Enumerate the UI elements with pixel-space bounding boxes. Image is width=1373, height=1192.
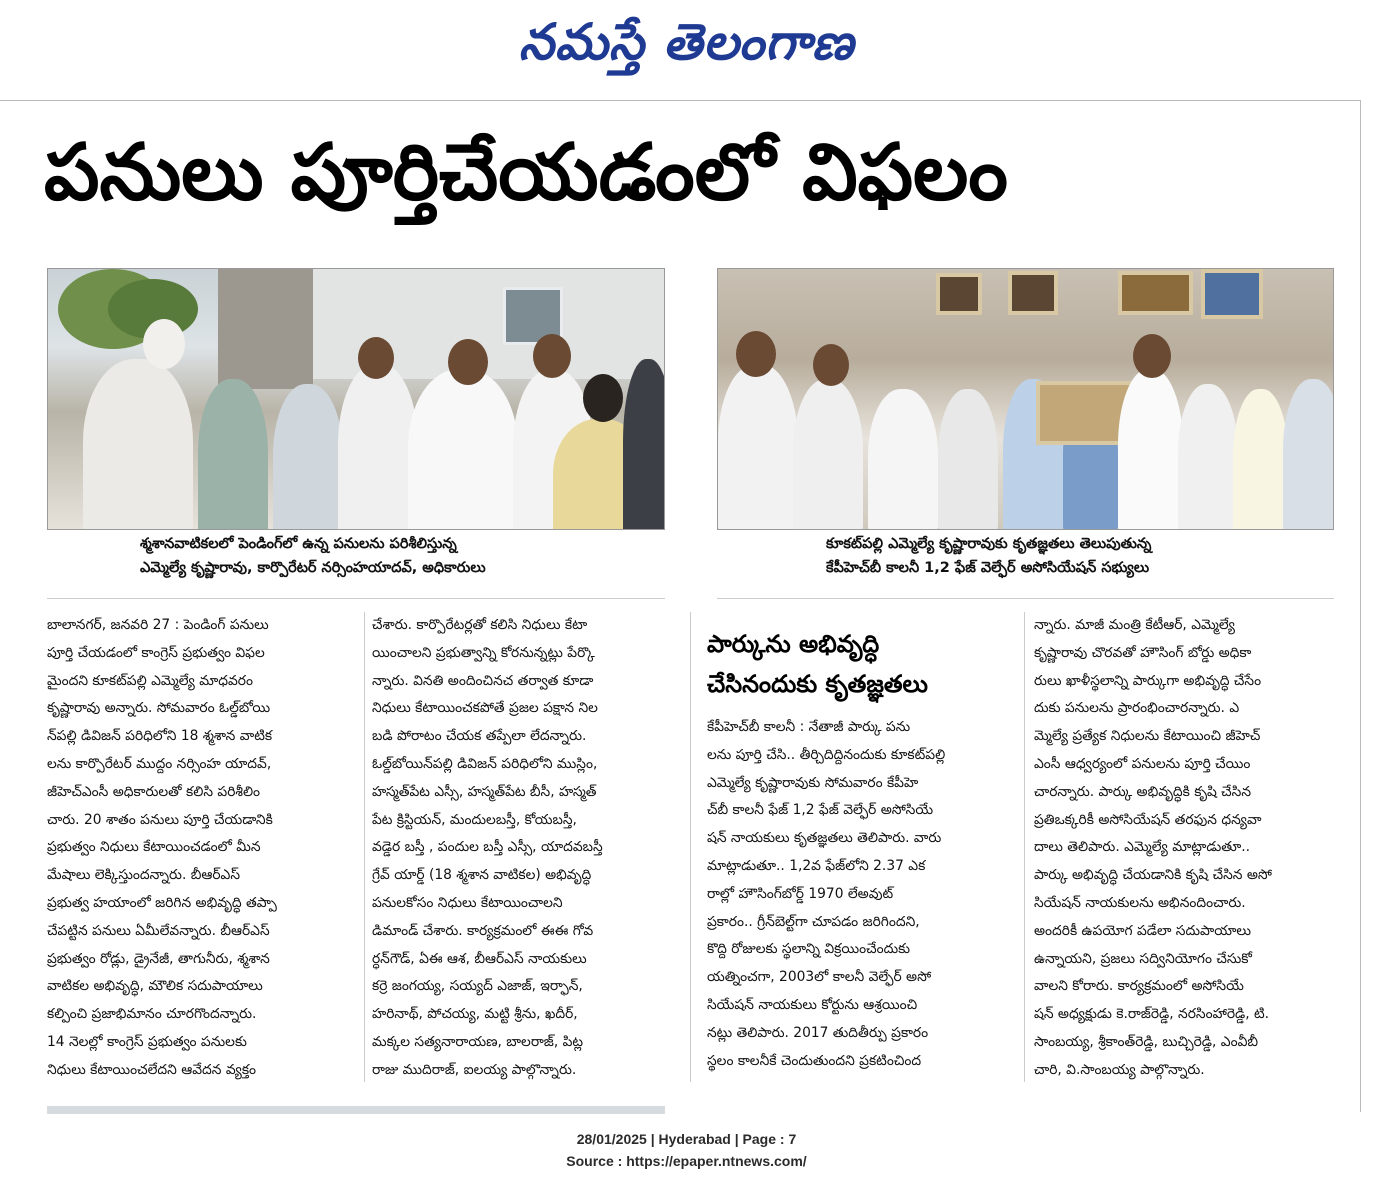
caption-line: కేపీహెచ్‌బీ కాలనీ 1,2 ఫేజ్ వెల్ఫేర్ అసోసియేషన్ సభ్యులు — [826, 560, 1150, 576]
caption-line: శ్మశానవాటికలలో పెండింగ్‌లో ఉన్న పనులను పరిశీలిస్తున్న — [140, 536, 457, 552]
divider — [47, 598, 665, 599]
text-line: ప్రకారం.. గ్రీన్‌బెల్ట్‌గా చూపడం జరిగిందని, — [707, 913, 920, 930]
text-line: ఓల్డ్‌బోయిన్‌పల్లి డివిజన్ పరిధిలోని ముస్లిం, — [372, 755, 598, 772]
subhead-line: చేసినందుకు కృతజ్ఞతలు — [707, 670, 928, 698]
top-rule — [0, 100, 1360, 101]
text-line: పూర్తి చేయడంలో కాంగ్రెస్ ప్రభుత్వం విఫల — [47, 644, 265, 661]
text-line: మైందని కూకట్‌పల్లి ఎమ్మెల్యే మాధవరం — [47, 672, 253, 689]
text-line: వాటికల అభివృద్ధి, మౌలిక సదుపాయాలు — [47, 978, 263, 995]
text-line: ఉన్నాయని, ప్రజలు సద్వినియోగం చేసుకో — [1034, 950, 1252, 967]
text-line: మాట్లాడుతూ.. 1,2వ ఫేజ్‌లోని 2.37 ఎక — [707, 857, 926, 874]
text-line: దాలు తెలిపారు. ఎమ్మెల్యే మాట్లాడుతూ.. — [1034, 839, 1251, 856]
headline: పనులు పూర్తిచేయడంలో విఫలం — [44, 128, 1008, 218]
text-line: నిధులు కేటాయించలేదని ఆవేదన వ్యక్తం — [47, 1061, 257, 1078]
caption-line: ఎమ్మెల్యే కృష్ణారావు, కార్పొరేటర్ నర్సింహయాదవ్, అధికారులు — [140, 560, 486, 576]
text-line: లను కార్పొరేటర్ ముద్దం నర్సింహ యాదవ్, — [47, 755, 272, 772]
footer-source: Source : https://epaper.ntnews.com/ — [566, 1153, 807, 1169]
subhead-line: పార్కును అభివృద్ధి — [707, 630, 880, 658]
article1-column1 — [47, 612, 357, 1085]
text-line: రాల్లో హౌసింగ్‌బోర్డ్ 1970 లేఅవుట్ — [707, 885, 894, 902]
masthead-logo: నమస్తే తెలంగాణ — [518, 12, 855, 71]
text-line: వాలని కోరారు. కార్యక్రమంలో అసోసియే — [1034, 978, 1244, 995]
text-line: యించాలని ప్రభుత్వాన్ని కోరనున్నట్లు పేర్కొ — [372, 644, 595, 661]
photo-right-caption — [826, 532, 1326, 580]
text-line: మేషాలు లెక్కిస్తుందన్నారు. బీఆర్‌ఎస్ — [47, 867, 241, 884]
text-line: న్‌పల్లి డివిజన్ పరిధిలోని 18 శ్మశాన వాటిక — [47, 728, 273, 745]
text-line: ప్రభుత్వం రోడ్లు, డ్రైనేజీ, తాగునీరు, శ్మశాన — [47, 950, 270, 967]
text-line: షన్ నాయకులు కృతజ్ఞతలు తెలిపారు. వారు — [707, 830, 942, 847]
text-line: రులు ఖాళీస్థలాన్ని పార్కుగా అభివృద్ధి చేసేం — [1034, 672, 1262, 689]
text-line: ప్రభుత్వ హయాంలో జరిగిన అభివృద్ధి తప్పా — [47, 894, 277, 911]
text-line: గ్రేవ్ యార్డ్ (18 శ్మశాన వాటికల) అభివృద్ధి — [372, 867, 592, 884]
text-line: హరినాథ్, పోచయ్య, మట్టి శ్రీను, ఖదీర్, — [372, 1006, 578, 1023]
text-line: స్థలం కాలనీకే చెందుతుందని ప్రకటించింద — [707, 1052, 922, 1069]
text-line: చారన్నారు. పార్కు అభివృద్ధికి కృషి చేసిన — [1034, 783, 1252, 800]
column-rule — [1024, 612, 1025, 1082]
photo-right — [717, 268, 1334, 530]
text-line: ర్ధన్‌గౌడ్, ఏఈ ఆశ, బీఆర్‌ఎస్ నాయకులు — [372, 950, 587, 967]
text-line: 14 నెలల్లో కాంగ్రెస్ ప్రభుత్వం పనులకు — [47, 1033, 247, 1050]
text-line: ఎంసీ ఆధ్వర్యంలో పనులను పూర్తి చేయిం — [1034, 755, 1251, 772]
column-rule — [690, 612, 691, 1082]
text-line: దుకు పనులను ప్రారంభించారన్నారు. ఎ — [1034, 700, 1240, 717]
text-line: కృష్ణారావు అన్నారు. సోమవారం ఓల్డ్‌బోయి — [47, 700, 271, 717]
article1-column2 — [372, 612, 672, 1085]
text-line: కొద్ది రోజులకు స్థలాన్ని విక్రయించేందుకు — [707, 941, 911, 958]
text-line: కృష్ణారావు చొరవతో హౌసింగ్ బోర్డు అధికా — [1034, 644, 1252, 661]
photo-left-caption — [140, 532, 640, 580]
text-line: రాజు ముదిరాజ్, ఐలయ్య పాల్గొన్నారు. — [372, 1061, 577, 1078]
text-line: బాలానగర్, జనవరి 27 : పెండింగ్ పనులు — [47, 617, 269, 633]
text-line: పేట క్రిస్టియన్, మందులబస్తీ, కోయబస్తీ, — [372, 811, 577, 828]
text-line: లను పూర్తి చేసి.. తీర్చిదిద్దినందుకు కూకట్‌పల్లి — [707, 746, 946, 763]
text-line: చారు. 20 శాతం పనులు పూర్తి చేయడానికి — [47, 811, 273, 828]
right-rule — [1360, 100, 1361, 1112]
text-line: సియేషన్ నాయకులను అభినందించారు. — [1034, 894, 1246, 911]
text-line: సాంబయ్య, శ్రీకాంత్‌రెడ్డి, బుచ్చిరెడ్డి, ఎంవీబీ — [1034, 1033, 1259, 1050]
text-line: న్నారు. వినతి అందించినచ తర్వాత కూడా — [372, 672, 594, 689]
caption-line: కూకట్‌పల్లి ఎమ్మెల్యే కృష్ణారావుకు కృతజ్ఞతలు తెలుపుతున్న — [826, 536, 1152, 552]
text-line: ప్రభుత్వం నిధులు కేటాయించడంలో మీన — [47, 839, 261, 856]
photo-left — [47, 268, 665, 530]
text-line: ప్రతిఒక్కరికీ అసోసియేషన్ తరఫున ధన్యవా — [1034, 811, 1262, 828]
text-line: బడి పోరాటం చేయక తప్పేలా లేదన్నారు. — [372, 728, 587, 745]
text-line: చ్‌బీ కాలనీ ఫేజ్ 1,2 ఫేజ్ వెల్ఫేర్ అసోసియే — [707, 802, 934, 819]
text-line: షన్ అధ్యక్షుడు కె.రాజ్‌రెడ్డి, నరసింహారెడ్డి, టి. — [1034, 1006, 1270, 1023]
text-line: మ్మెల్యే ప్రత్యేక నిధులను కేటాయించి జీహెచ్ — [1034, 728, 1261, 745]
text-line: మక్కల సత్యనారాయణ, బాలరాజ్, పిట్ల — [372, 1033, 584, 1050]
text-line: జీహెచ్‌ఎంసీ అధికారులతో కలిసి పరిశీలిం — [47, 783, 260, 800]
article2-column2 — [1034, 612, 1344, 1085]
text-line: పనులకోసం నిధులు కేటాయించాలని — [372, 894, 563, 911]
text-line: డిమాండ్ చేశారు. కార్యక్రమంలో ఈఈ గోవ — [372, 922, 594, 939]
text-line: కల్పించి ప్రజాభిమానం చూరగొందన్నారు. — [47, 1006, 257, 1023]
text-line: అందరికీ ఉపయోగ పడేలా సదుపాయాలు — [1034, 922, 1251, 939]
text-line: యత్నించగా, 2003లో కాలనీ వెల్ఫేర్ అసో — [707, 969, 932, 986]
text-line: హస్మత్‌పేట ఎస్సీ, హస్మత్‌పేట బీసీ, హస్మత్ — [372, 783, 597, 800]
text-line: వడ్డెర బస్తీ , పందుల బస్తీ ఎస్సీ, యాదవబస్తీ — [372, 839, 603, 856]
divider — [717, 598, 1334, 599]
next-photo-strip — [47, 1106, 665, 1114]
text-line: కేపీహెచ్‌బీ కాలనీ : నేతాజీ పార్కు పను — [707, 719, 911, 735]
text-line: చేశారు. కార్పొరేటర్లతో కలిసి నిధులు కేటా — [372, 617, 588, 633]
article2-subhead — [707, 624, 1007, 704]
text-line: న్నారు. మాజీ మంత్రి కేటీఆర్, ఎమ్మెల్యే — [1034, 617, 1235, 633]
text-line: నట్లు తెలిపారు. 2017 తుదితీర్పు ప్రకారం — [707, 1024, 929, 1041]
text-line: చారి, వి.సాంబయ్య పాల్గొన్నారు. — [1034, 1061, 1205, 1078]
text-line: పార్కు అభివృద్ధి చేయడానికి కృషి చేసిన అసో — [1034, 867, 1272, 884]
column-rule — [364, 612, 365, 1082]
footer — [0, 1128, 1373, 1172]
footer-date-page: 28/01/2025 | Hyderabad | Page : 7 — [576, 1131, 797, 1147]
text-line: చేపట్టిన పనులు ఏమీలేవన్నారు. బీఆర్‌ఎస్ — [47, 922, 270, 939]
article2-column1 — [707, 714, 1019, 1075]
text-line: కర్రె జంగయ్య, సయ్యద్ ఎజాజ్, ఇర్ఫాన్, — [372, 978, 583, 995]
text-line: ఎమ్మెల్యే కృష్ణారావుకు సోమవారం కేపీహె — [707, 774, 919, 791]
text-line: సియేషన్ నాయకులు కోర్టును ఆశ్రయించి — [707, 996, 918, 1013]
text-line: నిధులు కేటాయించకపోతే ప్రజల పక్షాన నిల — [372, 700, 598, 717]
